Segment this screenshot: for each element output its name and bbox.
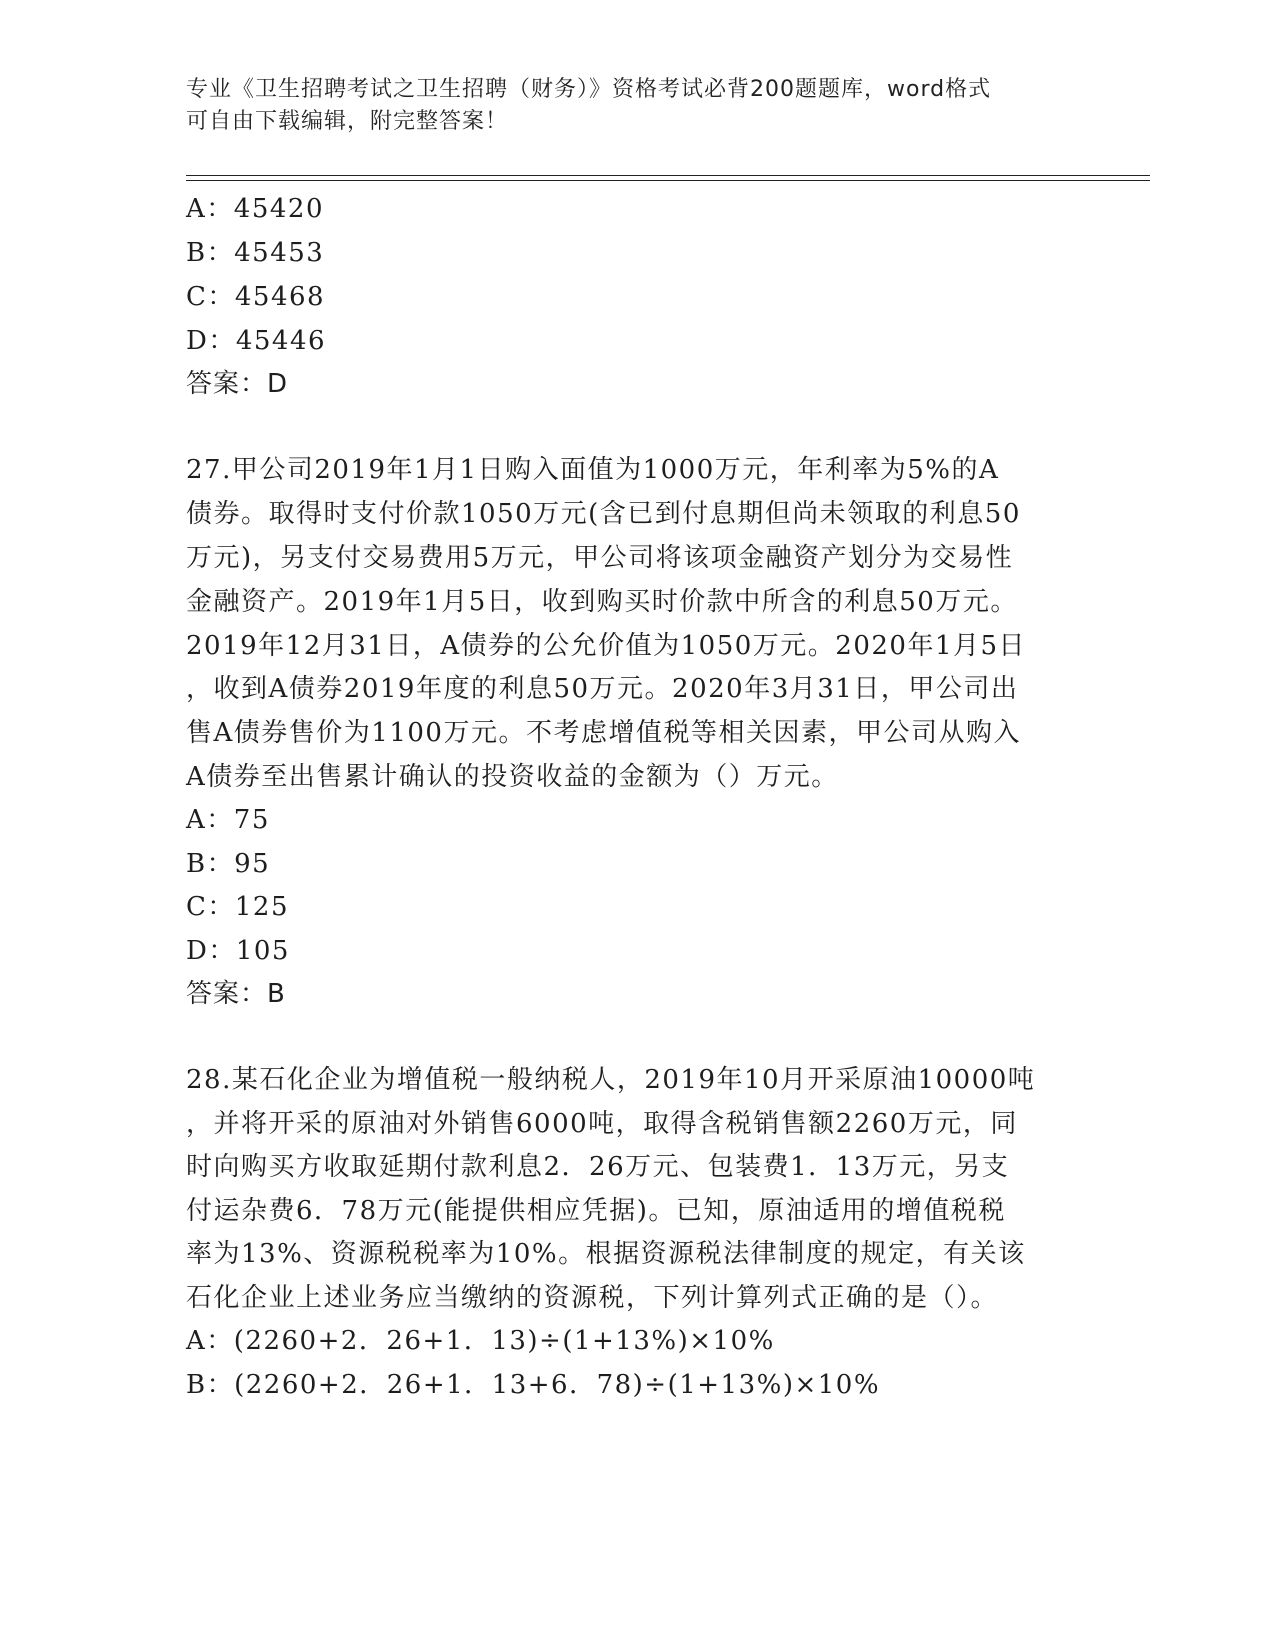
q27-answer: 答案：B bbox=[186, 979, 286, 1009]
q27-stem-line-7: 售A债券售价为1100万元。不考虑增值税等相关因素，甲公司从购入 bbox=[186, 718, 1021, 748]
q28-stem-line-4: 付运杂费6．78万元(能提供相应凭据)。已知，原油适用的增值税税 bbox=[186, 1196, 1006, 1226]
q28-stem-line-1: 28.某石化企业为增值税一般纳税人，2019年10月开采原油10000吨 bbox=[186, 1065, 1036, 1095]
q28-option-a: A：(2260+2．26+1．13)÷(1+13%)×10% bbox=[186, 1326, 775, 1356]
q27-stem-line-1: 27.甲公司2019年1月1日购入面值为1000万元，年利率为5%的A bbox=[186, 455, 1000, 485]
q26-option-a: A：45420 bbox=[186, 194, 324, 224]
q27-stem-line-5: 2019年12月31日，A债券的公允价值为1050万元。2020年1月5日 bbox=[186, 631, 1027, 661]
q27-option-b: B：95 bbox=[186, 849, 271, 879]
q26-option-b: B：45453 bbox=[186, 238, 325, 268]
q27-stem-line-4: 金融资产。2019年1月5日，收到购买时价款中所含的利息50万元。 bbox=[186, 587, 1018, 617]
q28-stem-line-6: 石化企业上述业务应当缴纳的资源税，下列计算列式正确的是（）。 bbox=[186, 1283, 999, 1313]
q27-option-c: C：125 bbox=[186, 892, 290, 922]
q28-stem-line-5: 率为13%、资源税税率为10%。根据资源税法律制度的规定，有关该 bbox=[186, 1239, 1026, 1269]
header-title-line-2: 可自由下载编辑，附完整答案！ bbox=[186, 109, 509, 134]
q26-answer: 答案：D bbox=[186, 369, 289, 399]
header-divider-top bbox=[186, 175, 1150, 176]
q26-option-d: D：45446 bbox=[186, 326, 327, 356]
q27-option-a: A：75 bbox=[186, 805, 270, 835]
q28-option-b: B：(2260+2．26+1．13+6．78)÷(1+13%)×10% bbox=[186, 1370, 881, 1400]
document-header bbox=[186, 74, 1066, 138]
header-title-line-1: 专业《卫生招聘考试之卫生招聘（财务）》资格考试必背200题题库，word格式 bbox=[186, 77, 992, 102]
q27-stem-line-3: 万元)，另支付交易费用5万元，甲公司将该项金融资产划分为交易性 bbox=[186, 543, 1014, 573]
header-divider-bottom bbox=[186, 180, 1150, 181]
q27-stem-line-6: ，收到A债券2019年度的利息50万元。2020年3月31日，甲公司出 bbox=[186, 674, 1019, 704]
q27-stem-line-8: A债券至出售累计确认的投资收益的金额为（）万元。 bbox=[186, 762, 839, 792]
q26-option-c: C：45468 bbox=[186, 282, 326, 312]
q28-stem-line-2: ，并将开采的原油对外销售6000吨，取得含税销售额2260万元，同 bbox=[186, 1109, 1018, 1139]
q27-stem-line-2: 债券。取得时支付价款1050万元(含已到付息期但尚未领取的利息50 bbox=[186, 499, 1021, 529]
q27-option-d: D：105 bbox=[186, 936, 290, 966]
q28-stem-line-3: 时向购买方收取延期付款利息2．26万元、包装费1．13万元，另支 bbox=[186, 1152, 1010, 1182]
